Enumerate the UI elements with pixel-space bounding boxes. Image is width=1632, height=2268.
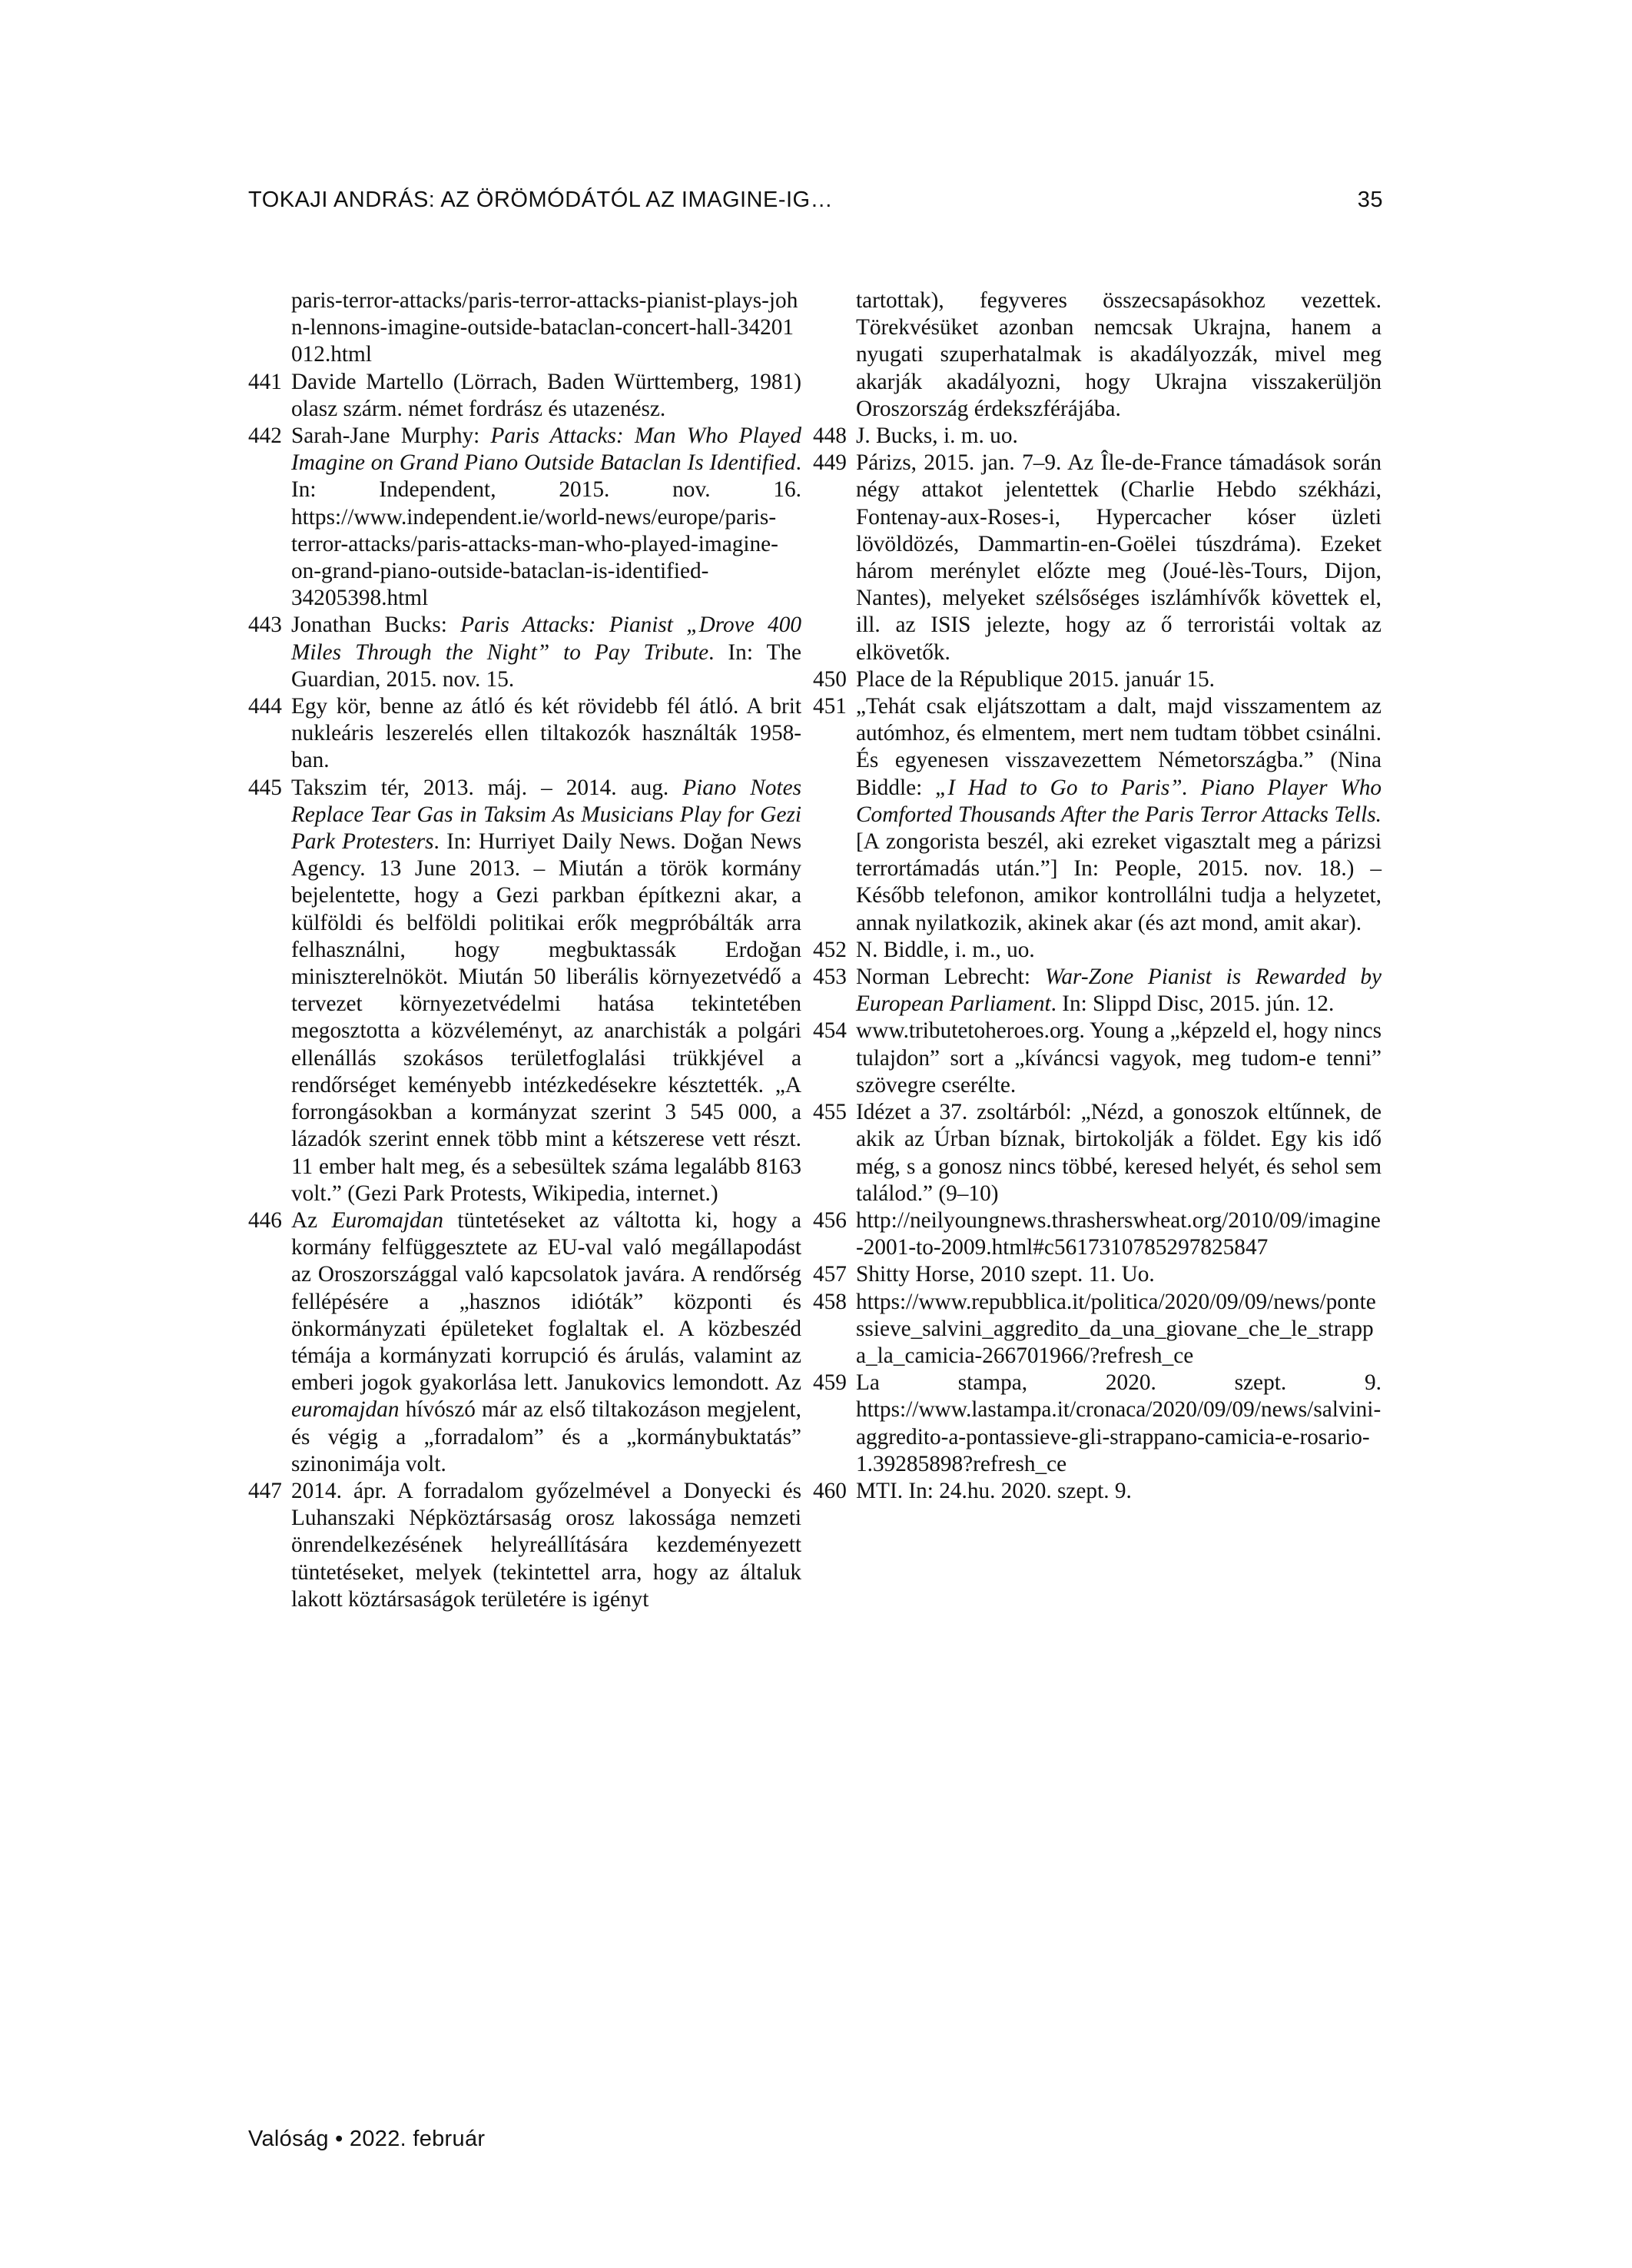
text-run: http://neilyoungnews.thrasherswheat.org/2010/09/imagine-2001-to-2009.html#c5617310785297825847 — [856, 1207, 1381, 1260]
endnote-number: 450 — [813, 666, 847, 692]
text-run: 2014. ápr. A forradalom győzelmével a Donyecki és Luhanszaki Népköztársaság orosz lakossága nemzeti önrendelkezésének helyreállítására kezdeményezett tüntetéseket, melyek (tekintettel arra, hogy az általuk lakott köztársaságok területére is igényt — [291, 1478, 801, 1612]
endnote-458 — [813, 1289, 1382, 1370]
text-run: La stampa, 2020. szept. 9. https://www.lastampa.it/cronaca/2020/09/09/news/salvini-aggredito-a-pontassieve-gli-strappano-camicia-e-rosario-1.39285898?refresh_ce — [856, 1370, 1382, 1476]
endnote-number: 447 — [248, 1478, 282, 1503]
running-header — [248, 188, 1383, 213]
text-run: Sarah-Jane Murphy: — [291, 423, 491, 449]
endnote-number: 441 — [248, 369, 282, 394]
endnote-number: 457 — [813, 1262, 847, 1287]
endnote-text — [856, 450, 1382, 666]
endnote-text — [856, 423, 1382, 450]
text-run: www.tributetoheroes.org. Young a „képzeld el, hogy nincs tulajdon” sort a „kíváncsi vagyok, meg tudom-e tenni” szövegre cserélte. — [856, 1018, 1382, 1097]
italic-title: Euromajdan — [331, 1207, 443, 1233]
right-column — [813, 287, 1382, 1505]
page-number: 35 — [1357, 188, 1383, 212]
endnote-number: 453 — [813, 965, 847, 990]
text-run: . In: The Guardian, 2015. nov. 15. — [291, 639, 801, 692]
endnote-453 — [813, 964, 1382, 1018]
running-title: TOKAJI ANDRÁS: AZ ÖRÖMÓDÁTÓL AZ IMAGINE-IG… — [248, 188, 834, 212]
endnote-number: 452 — [813, 937, 847, 962]
endnote-459 — [813, 1370, 1382, 1478]
endnote-text — [291, 612, 801, 693]
endnote-text — [856, 1370, 1382, 1478]
endnote-text — [291, 775, 801, 1207]
left-column — [248, 287, 801, 1613]
endnote-text — [856, 693, 1382, 937]
endnote-text — [856, 1261, 1382, 1288]
endnote-number: 442 — [248, 423, 282, 449]
text-run: Egy kör, benne az átló és két rövidebb fél átló. A brit nukleáris leszerelés ellen tiltakozók használták 1958-ban. — [291, 694, 801, 773]
text-run: J. Bucks, i. m. uo. — [856, 423, 1018, 449]
endnote-text — [291, 423, 801, 612]
endnote-text — [856, 287, 1382, 423]
endnote-442 — [248, 423, 801, 612]
endnote-460 — [813, 1478, 1382, 1505]
text-run: Place de la République 2015. január 15. — [856, 666, 1215, 692]
text-run: Párizs, 2015. jan. 7–9. Az Île-de-France támadások során négy attakot jelentettek (Charlie Hebdo székházi, Fontenay-aux-Roses-i, Hypercacher kóser üzleti lövöldözés, Dammartin-en-Goëlei túszdráma). Ezeket három merénylet előzte meg (Joué-lès-Tours, Dijon, Nantes), melyeket szélsőséges iszlámhívők követtek el, ill. az ISIS jelezte, hogy az ő terroristái voltak az elkövetők. — [856, 450, 1382, 665]
text-run: Davide Martello (Lörrach, Baden Württemberg, 1981) olasz szárm. német fordrász és utazenész. — [291, 369, 801, 421]
text-run: Idézet a 37. zsoltárból: „Nézd, a gonoszok eltűnnek, de akik az Úrban bíznak, birtokolják a földet. Egy kis idő még, s a gonosz nincs többé, keresed helyét, és sehol sem találod.” (9–10) — [856, 1100, 1382, 1206]
endnote-text — [856, 1478, 1382, 1505]
endnote-text — [856, 1018, 1382, 1099]
italic-title: War-Zone Pianist is Rewarded by European Parliament — [856, 965, 1382, 1017]
endnote-text — [856, 937, 1382, 964]
endnote-451 — [813, 693, 1382, 937]
endnote-number: 459 — [813, 1370, 847, 1396]
endnote-number: 443 — [248, 613, 282, 638]
endnote-450 — [813, 666, 1382, 693]
endnote-number: 458 — [813, 1289, 847, 1314]
italic-title: Paris Attacks: Man Who Played Imagine on Grand Piano Outside Bataclan Is Identified — [291, 423, 801, 476]
endnote-444 — [248, 693, 801, 775]
text-run: Norman Lebrecht: — [856, 965, 1045, 990]
endnote-text — [856, 964, 1382, 1018]
endnote-text — [856, 1207, 1382, 1261]
endnote-number: 454 — [813, 1018, 847, 1044]
endnote-number: 456 — [813, 1207, 847, 1233]
text-run: tüntetéseket az váltotta ki, hogy a kormány felfüggesztete az EU-val való megállapodást az Oroszországgal való kapcsolatok javára. A rendőrség fellépésére a „hasznos idióták” központi és önkormányzati épületeket foglaltak el. A közbeszéd témája a kormányzati korrupció és árulás, valamint az emberi jogok gyakorlása lett. Janukovics lemondott. Az — [291, 1207, 801, 1396]
endnote-456 — [813, 1207, 1382, 1261]
endnote-continuation — [813, 287, 1382, 423]
italic-title: „I Had to Go to Paris”. Piano Player Who Comforted Thousands After the Paris Terror Attacks Tells. — [856, 775, 1382, 827]
text-run: paris-terror-attacks/paris-terror-attacks-pianist-plays-john-lennons-imagine-outside-bataclan-concert-hall-34201012.html — [291, 288, 798, 367]
endnote-number: 460 — [813, 1478, 847, 1503]
text-run: Jonathan Bucks: — [291, 613, 461, 638]
endnote-text — [856, 1289, 1382, 1370]
endnote-text — [291, 693, 801, 775]
page-footer: Valóság • 2022. február — [248, 2127, 486, 2151]
endnote-text — [291, 287, 801, 369]
endnote-number: 448 — [813, 423, 847, 449]
endnote-text — [291, 1207, 801, 1478]
text-run: Takszim tér, 2013. máj. – 2014. aug. — [291, 775, 683, 800]
text-run: tartottak), fegyveres összecsapásokhoz vezettek. Törekvésüket azonban nemcsak Ukrajna, hanem a nyugati szuperhatalmak is akadályozzák, mivel meg akarják akadályozni, hogy Ukrajna visszakerüljön Oroszország érdekszférájába. — [856, 288, 1382, 421]
endnote-number: 446 — [248, 1207, 282, 1233]
endnote-446 — [248, 1207, 801, 1478]
text-run: [A zongorista beszél, aki ezreket vigasztalt meg a párizsi terrortámadás után.”] In: People, 2015. nov. 18.) – Később telefonon, amikor kontrollálni tudja a helyzetet, annak nyilatkozik, akinek akar (és azt mond, amit akar). — [856, 829, 1382, 935]
text-run: . In: Hurriyet Daily News. Doğan News Agency. 13 June 2013. – Miután a török kormány bejelentette, hogy a Gezi parkban építkezni akar, a külföldi és belföldi politikai erők megpróbálták arra felhasználni, hogy megbuktassák Erdoğan miniszterelnököt. Miután 50 liberális környezetvédő a tervezet környezetvédelmi hatása tekintetében megosztotta a közvéleményt, az anarchisták a polgári ellenállás szokásos területfoglalási trükkjével a rendőrséget keményebb intézkedésekre késztették. „A forrongásokban a kormányzat szerint 3 545 000, a lázadók szerint ennek több mint a kétszerese vett részt. 11 ember halt meg, és a sebesültek száma legalább 8163 volt.” (Gezi Park Protests, Wikipedia, internet.) — [291, 829, 801, 1206]
endnote-445 — [248, 775, 801, 1207]
endnote-continuation — [248, 287, 801, 369]
text-run: . In: Independent, 2015. nov. 16. https://www.independent.ie/world-news/europe/paris-terror-attacks/paris-attacks-man-who-played-imagine-on-grand-piano-outside-bataclan-is-identified-34205398.html — [291, 450, 801, 611]
italic-title: Paris Attacks: Pianist „Drove 400 Miles Through the Night” to Pay Tribute — [291, 613, 802, 665]
text-run: „Tehát csak eljátszottam a dalt, majd visszamentem az autómhoz, és elmentem, mert nem tudtam többet csinálni. És egyenesen visszavezettem Németországba.” (Nina Biddle: — [856, 694, 1382, 800]
endnote-455 — [813, 1099, 1382, 1207]
endnote-text — [291, 1478, 801, 1613]
endnote-452 — [813, 937, 1382, 964]
endnote-441 — [248, 369, 801, 423]
endnote-number: 451 — [813, 694, 847, 719]
endnote-454 — [813, 1018, 1382, 1099]
italic-title: euromajdan — [291, 1397, 400, 1423]
endnote-443 — [248, 612, 801, 693]
text-run: hívószó már az első tiltakozáson megjelent, és végig a „forradalom” és a „kormánybuktatás” szinonimája volt. — [291, 1397, 801, 1476]
endnote-449 — [813, 450, 1382, 666]
endnote-text — [856, 1099, 1382, 1207]
text-run: https://www.repubblica.it/politica/2020/09/09/news/pontessieve_salvini_aggredito_da_una_giovane_che_le_strappa_la_camicia-266701966/?refresh_ce — [856, 1289, 1376, 1368]
text-run: Az — [291, 1207, 332, 1233]
endnote-number: 444 — [248, 694, 282, 719]
endnote-457 — [813, 1261, 1382, 1288]
text-run: MTI. In: 24.hu. 2020. szept. 9. — [856, 1478, 1132, 1503]
text-run: Shitty Horse, 2010 szept. 11. Uo. — [856, 1262, 1155, 1287]
endnote-447 — [248, 1478, 801, 1613]
italic-title: Piano Notes Replace Tear Gas in Taksim As Musicians Play for Gezi Park Protesters — [291, 775, 801, 855]
endnote-number: 455 — [813, 1100, 847, 1125]
endnote-number: 449 — [813, 450, 847, 476]
endnote-text — [856, 666, 1382, 693]
endnote-number: 445 — [248, 775, 282, 800]
text-run: N. Biddle, i. m., uo. — [856, 937, 1035, 962]
endnote-448 — [813, 423, 1382, 450]
endnote-text — [291, 369, 801, 423]
text-run: . In: Slippd Disc, 2015. jún. 12. — [1050, 991, 1335, 1017]
